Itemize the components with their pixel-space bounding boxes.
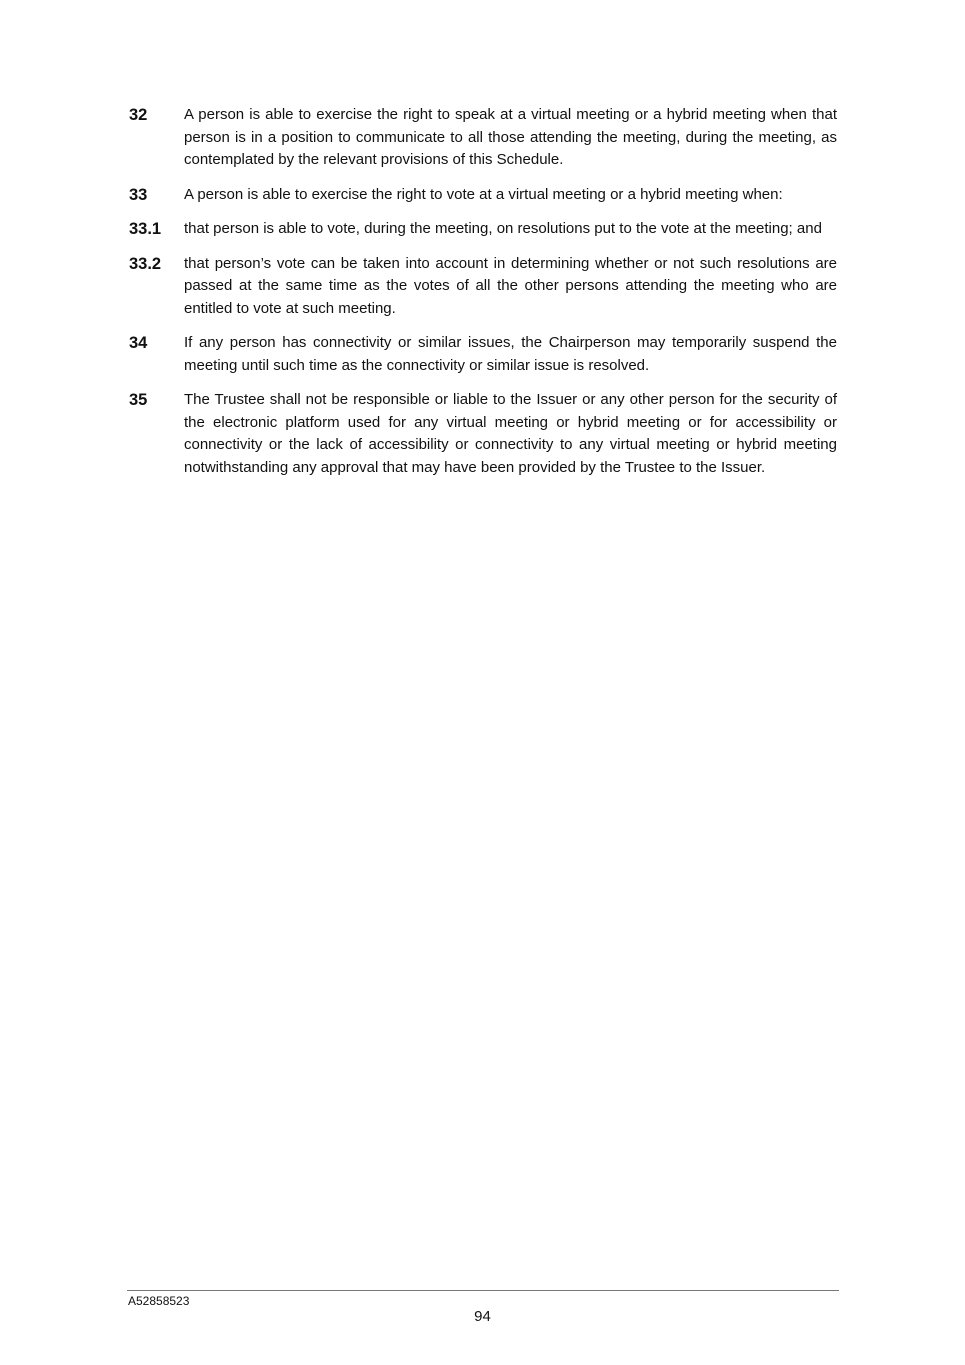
clause-text: that person’s vote can be taken into account in determining whether or not such resolutions are passed at the same time as the votes of all the other persons attending the meeting who are entitled to vote at such meeting. — [184, 254, 837, 317]
clause-text: A person is able to exercise the right to vote at a virtual meeting or a hybrid meeting when: — [184, 185, 783, 203]
footer-divider — [127, 1290, 839, 1291]
clause-number: 33 — [129, 185, 148, 204]
clause-35 — [129, 389, 837, 479]
document-reference: A52858523 — [128, 1294, 190, 1308]
clause-number: 32 — [129, 106, 148, 124]
clause-number: 33.1 — [129, 220, 162, 238]
clause-text: If any person has connectivity or similar issues, the Chairperson may temporarily suspend the meeting until such time as the connectivity or similar issue is resolved. — [184, 334, 837, 374]
clause-number: 33.2 — [129, 254, 162, 273]
clause-34 — [129, 332, 837, 377]
clause-text: A person is able to exercise the right to speak at a virtual meeting or a hybrid meeting when that person is in a position to communicate to all those attending the meeting, during the meeting, as contemplated by the relevant provisions of this Schedule. — [184, 106, 837, 168]
clause-text: The Trustee shall not be responsible or liable to the Issuer or any other person for the security of the electronic platform used for any virtual meeting or hybrid meeting or for accessibility or connectivity or the lack of accessibility or connectivity to any virtual meeting or hybrid meeting notwithstanding any approval that may have been provided by the Trustee to the Issuer. — [184, 391, 837, 476]
page-number: 94 — [474, 1308, 491, 1325]
clause-number: 34 — [129, 334, 148, 352]
clause-33 — [129, 184, 837, 207]
clause-text: that person is able to vote, during the meeting, on resolutions put to the vote at the meeting; and — [184, 220, 822, 237]
clause-33-2 — [129, 253, 837, 321]
clause-number: 35 — [129, 391, 148, 409]
document-body — [129, 104, 837, 491]
clause-32 — [129, 104, 837, 172]
clause-33-1 — [129, 218, 837, 241]
